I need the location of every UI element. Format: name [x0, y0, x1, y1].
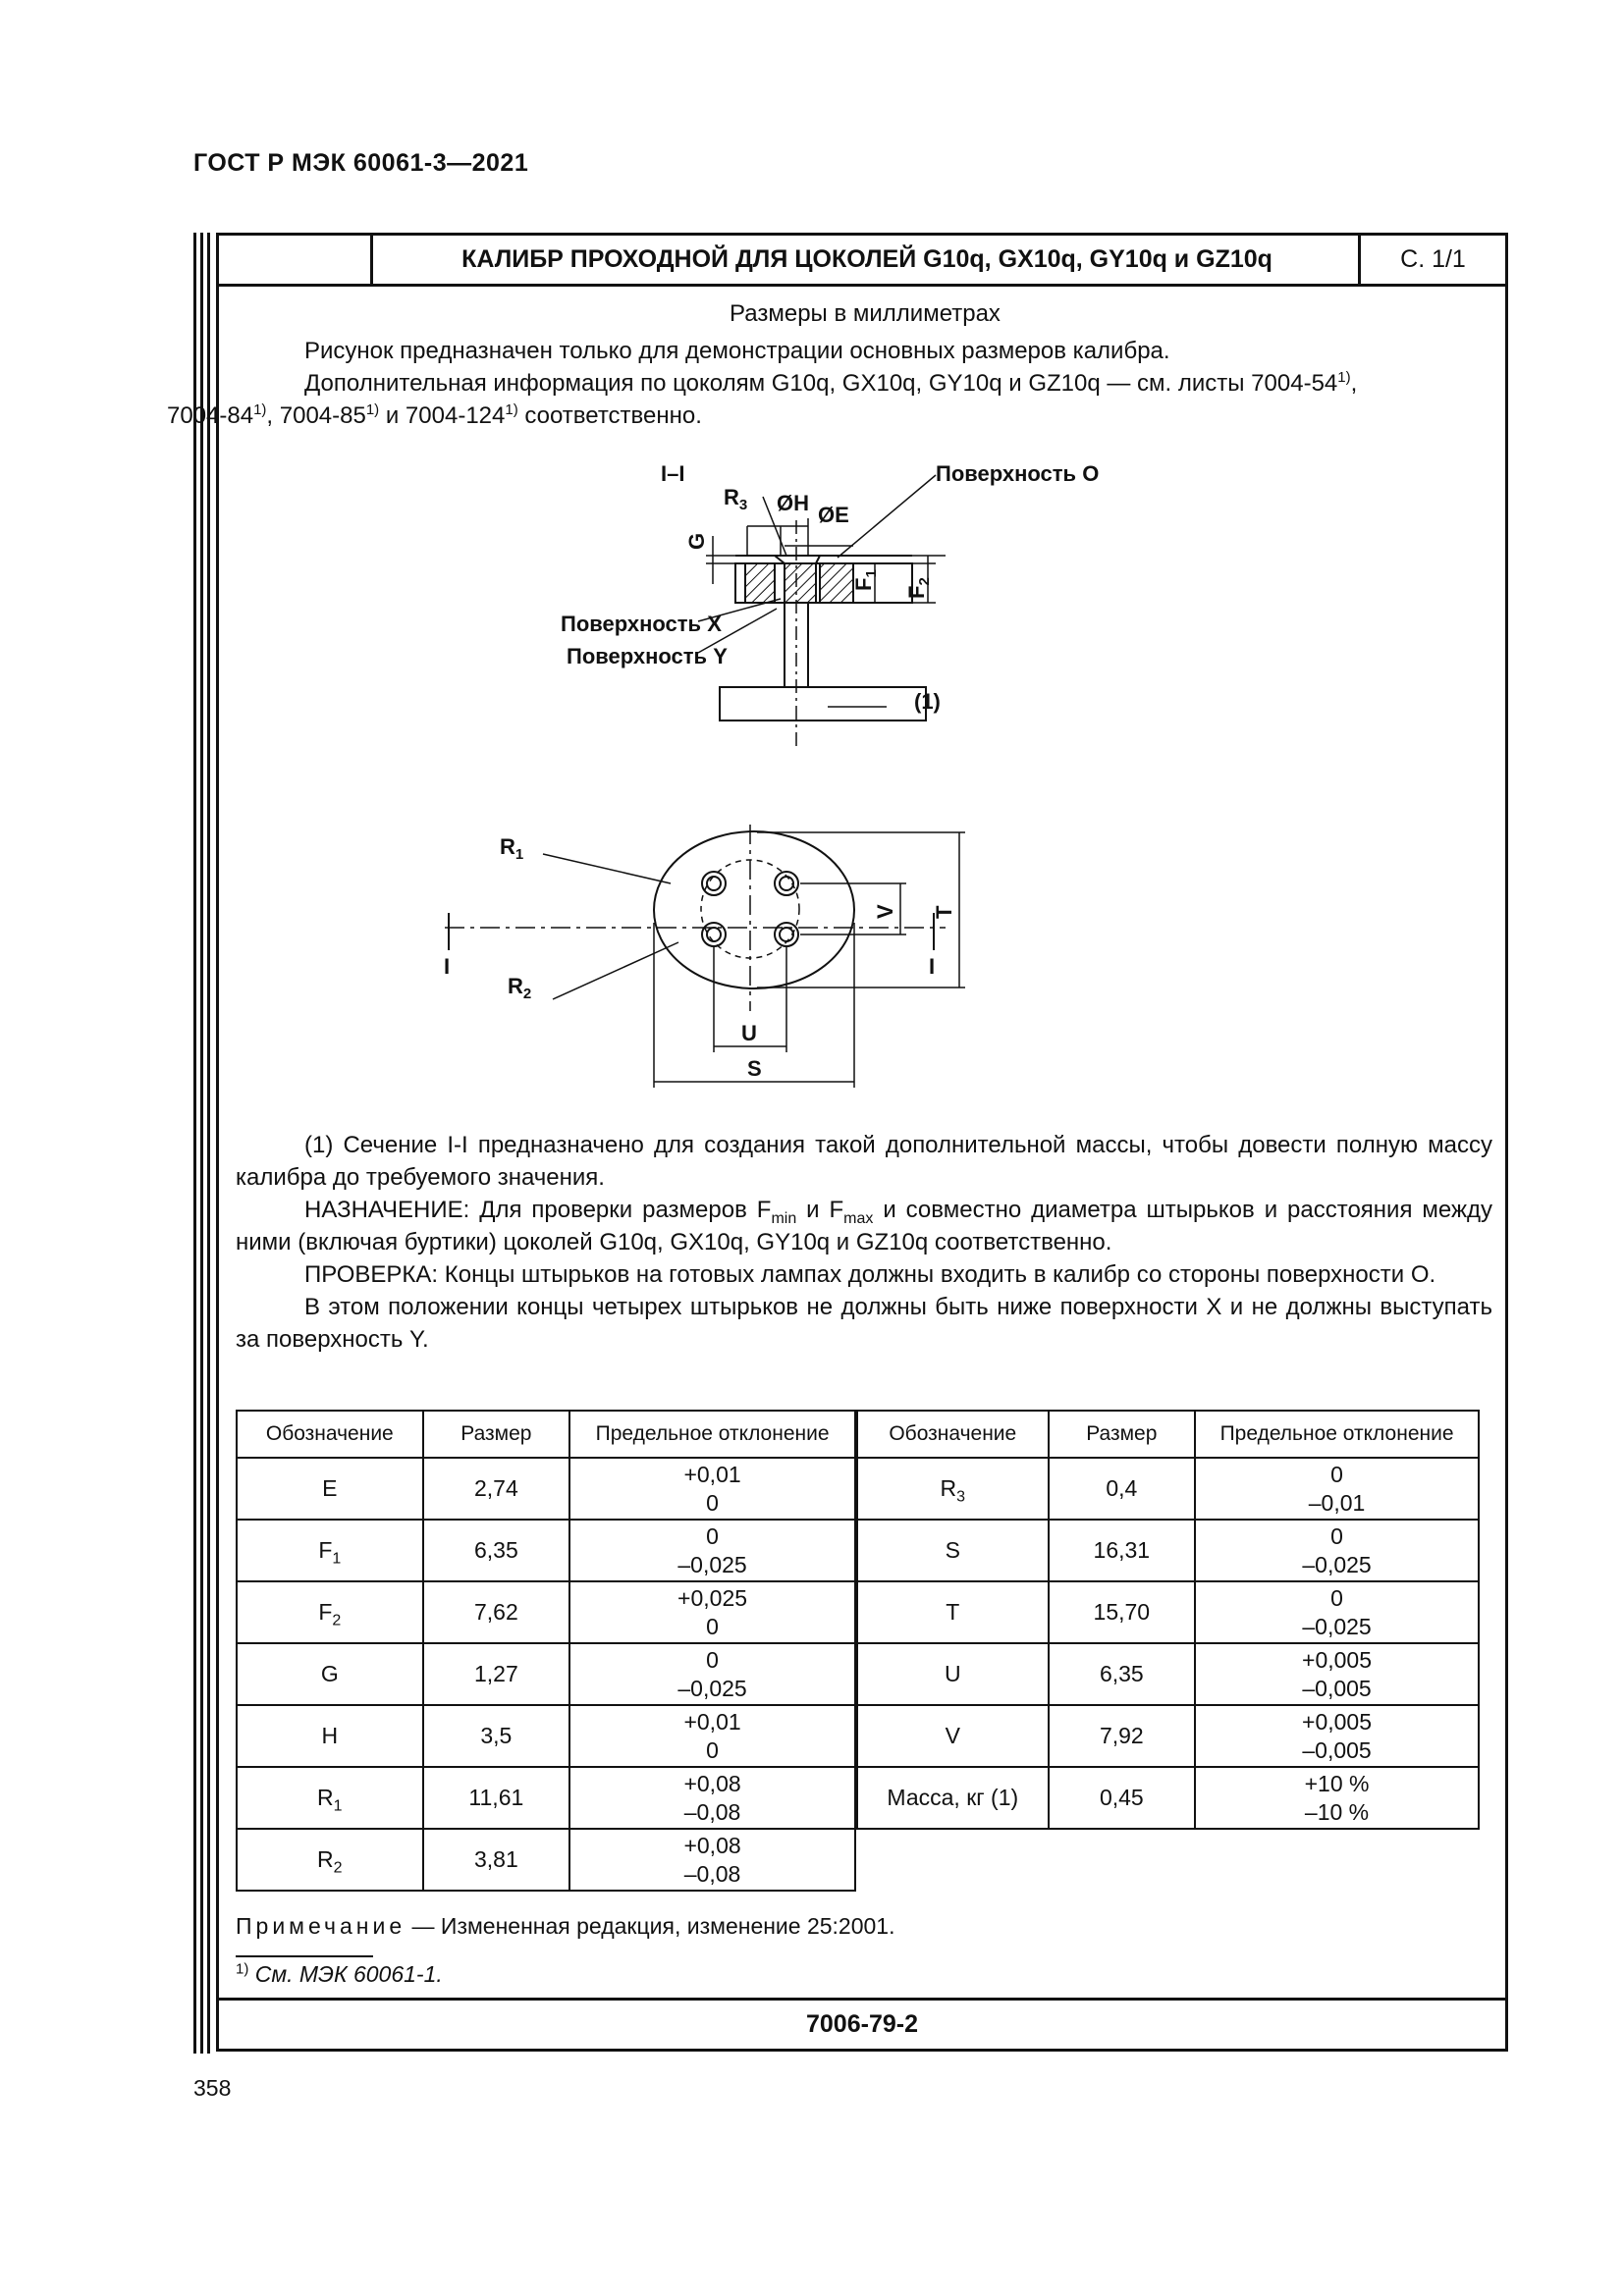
- r2-label: R: [508, 974, 523, 998]
- paragraph-purpose: НАЗНАЧЕНИЕ: Для проверки размеров $F_{min}$ и $F_{max}$ и совместно диаметра штырьков и расстояния между ними (включая буртики) цоколей G10q, GX10q, GY10q и GZ10q соответственно.: [236, 1197, 1493, 1255]
- dimension-table-right: [856, 1410, 1480, 1830]
- cell-tolerance: +0,08 –0,08: [569, 1767, 855, 1829]
- cell-symbol: $F_2$: [237, 1581, 423, 1643]
- paragraph-check: ПРОВЕРКА: Концы штырьков на готовых лампах должны входить в калибр со стороны поверхности О.: [304, 1261, 1436, 1288]
- table-row: [857, 1458, 1479, 1520]
- dim-f1-label: F: [851, 577, 876, 591]
- dim-h-label: ØH: [777, 491, 809, 515]
- cell-size: 16,31: [1049, 1520, 1196, 1581]
- units-note: Размеры в миллиметрах: [730, 300, 1001, 327]
- svg-text:R2: $R_2$: [508, 974, 532, 1002]
- note-label: Примечание: [236, 1913, 406, 1939]
- cell-size: 3,5: [423, 1705, 570, 1767]
- cell-tolerance: +0,005 –0,005: [1195, 1643, 1479, 1705]
- gauge-plan-drawing: [435, 825, 1122, 1139]
- margin-bar: [207, 233, 210, 2054]
- cell-symbol: $F_1$: [237, 1520, 423, 1581]
- sheet-page: С. 1/1: [1358, 236, 1505, 284]
- table-row: [237, 1767, 855, 1829]
- intro-paragraph-2: Дополнительная информация по цоколям G10q, GX10q, GY10q и GZ10q — см. листы 7004-54$^{1)}$, 7004-84$^{1)}$, 7004-85$^{1)}$ и 7004-124$^{1)}$ соответственно.: [167, 369, 1358, 429]
- col-header-tolerance: Предельное отклонение: [1195, 1411, 1479, 1458]
- margin-bar: [193, 233, 196, 2054]
- svg-text:F1: $F_1$: [851, 569, 880, 591]
- cell-tolerance: 0 –0,025: [1195, 1581, 1479, 1643]
- svg-text:R1: $R_1$: [500, 834, 524, 863]
- title-row: [219, 236, 1505, 287]
- cell-size: 2,74: [423, 1458, 570, 1520]
- cell-symbol: H: [237, 1705, 423, 1767]
- note: [236, 1913, 895, 1940]
- table-row: [237, 1581, 855, 1643]
- cut-right-label: I: [929, 954, 936, 979]
- cell-tolerance: 0 –0,025: [1195, 1520, 1479, 1581]
- dim-s-label: S: [747, 1056, 762, 1081]
- gauge-section-drawing: [523, 442, 1309, 775]
- sheet-frame: [167, 233, 1508, 2052]
- description-text: [236, 1129, 1492, 1356]
- cell-tolerance: 0 –0,01: [1195, 1458, 1479, 1520]
- cell-tolerance: +0,01 0: [569, 1705, 855, 1767]
- footnote-mark: 1): [236, 1960, 249, 1978]
- cut-left-label: I: [444, 954, 451, 979]
- footnote-text: См. МЭК 60061-1.: [248, 1961, 443, 1987]
- dimension-table-left: [236, 1410, 856, 1892]
- table-row: [857, 1767, 1479, 1829]
- cell-tolerance: +10 % –10 %: [1195, 1767, 1479, 1829]
- col-header-tolerance: Предельное отклонение: [569, 1411, 855, 1458]
- surface-x-label: Поверхность X: [561, 612, 722, 636]
- footnote: [236, 1961, 443, 1988]
- intro-text: [167, 335, 1492, 432]
- table-row: [237, 1520, 855, 1581]
- cell-symbol: $R_2$: [237, 1829, 423, 1891]
- cell-size: 6,35: [1049, 1643, 1196, 1705]
- col-header-symbol: Обозначение: [237, 1411, 423, 1458]
- dim-t-label: T: [932, 905, 956, 919]
- margin-bar: [200, 233, 203, 2054]
- cell-size: 6,35: [423, 1520, 570, 1581]
- svg-text:R3: $R_3$: [724, 485, 748, 513]
- page-number: 358: [193, 2075, 232, 2101]
- dim-f2-label: F: [904, 585, 929, 599]
- cell-tolerance: +0,08 –0,08: [569, 1829, 855, 1891]
- cell-symbol: $R_3$: [857, 1458, 1049, 1520]
- cell-size: 7,92: [1049, 1705, 1196, 1767]
- col-header-size: Размер: [1049, 1411, 1196, 1458]
- standard-header: ГОСТ Р МЭК 60061-3—2021: [193, 149, 529, 177]
- surface-y-label: Поверхность Y: [567, 644, 728, 668]
- section-label: I–I: [661, 461, 685, 486]
- table-row: [237, 1458, 855, 1520]
- cell-symbol: V: [857, 1705, 1049, 1767]
- cell-symbol: S: [857, 1520, 1049, 1581]
- ref-1-label: (1): [914, 689, 941, 714]
- paragraph-section: (1) Сечение I-I предназначено для создания такой дополнительной массы, чтобы довести полную массу калибра до требуемого значения.: [236, 1132, 1492, 1191]
- cell-size: 1,27: [423, 1643, 570, 1705]
- cell-size: 15,70: [1049, 1581, 1196, 1643]
- table-row: [857, 1705, 1479, 1767]
- cell-size: 3,81: [423, 1829, 570, 1891]
- cell-tolerance: 0 –0,025: [569, 1520, 855, 1581]
- table-row: [237, 1705, 855, 1767]
- cell-tolerance: +0,005 –0,005: [1195, 1705, 1479, 1767]
- table-row: [857, 1581, 1479, 1643]
- cell-symbol: U: [857, 1643, 1049, 1705]
- cell-tolerance: +0,01 0: [569, 1458, 855, 1520]
- dim-g-label: G: [684, 532, 709, 550]
- cell-size: 7,62: [423, 1581, 570, 1643]
- r1-label: R: [500, 834, 515, 859]
- footnote-rule: [236, 1955, 373, 1957]
- note-text: — Измененная редакция, изменение 25:2001.: [406, 1913, 895, 1939]
- surface-o-label: Поверхность О: [936, 461, 1100, 486]
- col-header-size: Размер: [423, 1411, 570, 1458]
- dim-u-label: U: [741, 1021, 757, 1045]
- dim-e-label: ØE: [818, 503, 849, 527]
- cell-symbol: G: [237, 1643, 423, 1705]
- cell-symbol: T: [857, 1581, 1049, 1643]
- table-row: [857, 1520, 1479, 1581]
- cell-tolerance: +0,025 0: [569, 1581, 855, 1643]
- intro-paragraph-1: Рисунок предназначен только для демонстрации основных размеров калибра.: [304, 338, 1170, 364]
- dim-v-label: V: [873, 904, 897, 919]
- sheet-code: 7006-79-2: [219, 1998, 1505, 2049]
- table-row: [237, 1643, 855, 1705]
- cell-size: 11,61: [423, 1767, 570, 1829]
- paragraph-position: В этом положении концы четырех штырьков не должны быть ниже поверхности X и не должны выступать за поверхность Y.: [236, 1294, 1492, 1353]
- cell-tolerance: 0 –0,025: [569, 1643, 855, 1705]
- cell-symbol: $R_1$: [237, 1767, 423, 1829]
- table-row: [237, 1829, 855, 1891]
- cell-size: 0,45: [1049, 1767, 1196, 1829]
- cell-symbol: E: [237, 1458, 423, 1520]
- svg-text:F2: $F_2$: [904, 577, 933, 599]
- col-header-symbol: Обозначение: [857, 1411, 1049, 1458]
- cell-size: 0,4: [1049, 1458, 1196, 1520]
- table-row: [857, 1643, 1479, 1705]
- cell-symbol: Масса, кг (1): [857, 1767, 1049, 1829]
- title-blank-cell: [219, 236, 373, 284]
- r3-label: R: [724, 485, 739, 509]
- sheet-title: КАЛИБР ПРОХОДНОЙ ДЛЯ ЦОКОЛЕЙ G10q, GX10q, GY10q и GZ10q: [461, 245, 1272, 273]
